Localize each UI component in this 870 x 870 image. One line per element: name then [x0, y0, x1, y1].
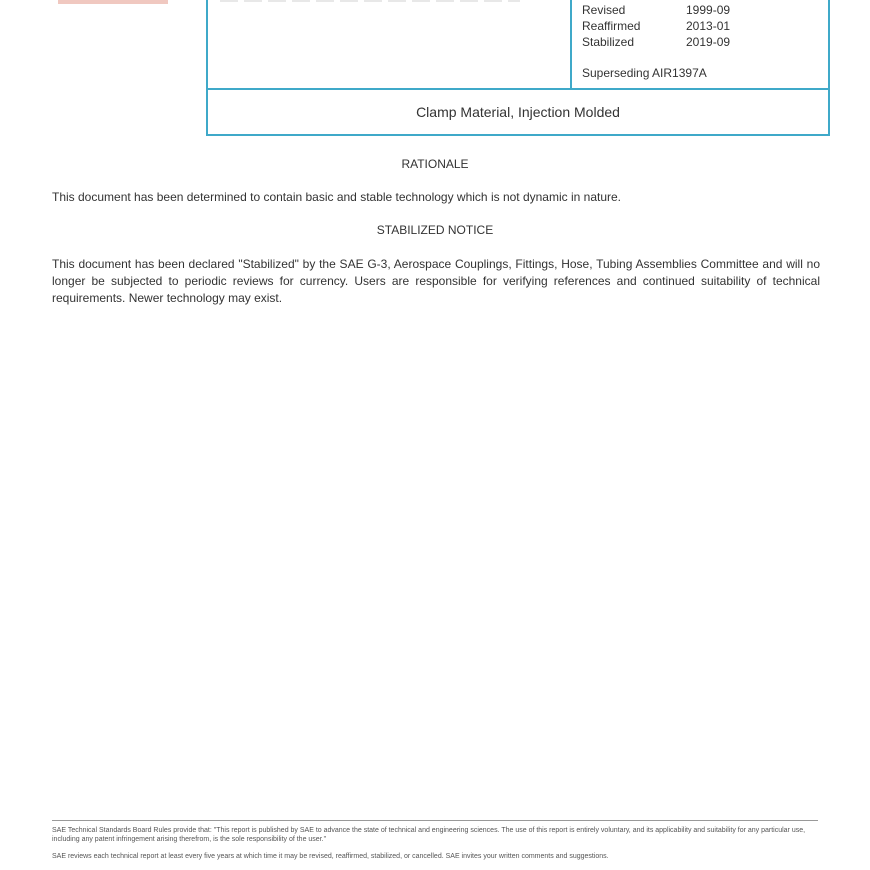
footer-rules-text: SAE Technical Standards Board Rules provide that: "This report is published by SAE to advance the state of technical and engineering sciences. The use of this report is entirely voluntary, and its applicability and suitability for any particular use, including any patent infringement arising therefrom, is the sole responsibility of the user.": [52, 827, 806, 843]
stabilized-notice-heading: STABILIZED NOTICE: [376, 223, 494, 237]
history-row-reaffirmed: [582, 18, 832, 34]
history-date: 2019-09: [686, 35, 731, 49]
history-label: Reaffirmed: [582, 19, 641, 33]
stabilized-notice-text: This document has been declared "Stabilized" by the SAE G-3, Aerospace Couplings, Fittings, Hose, Tubing Assemblies Committee and will no longer be subjected to periodic reviews for currency. Users are responsible for verifying references and continued suitability of technical requirements. Newer technology may exist.: [52, 257, 820, 305]
footer-divider: [52, 820, 818, 821]
history-date: 2013-01: [686, 19, 731, 33]
rationale-heading: RATIONALE: [401, 157, 469, 171]
history-label: Stabilized: [582, 35, 635, 49]
footer-review-text: SAE reviews each technical report at least every five years at which time it may be revised, reaffirmed, stabilized, or cancelled. SAE invites your written comments and suggestions.: [52, 853, 609, 860]
header-title-area: [208, 0, 572, 88]
revision-history: [582, 2, 832, 50]
superseding-note: Superseding AIR1397A: [582, 66, 707, 80]
header-top-section: [208, 0, 828, 90]
history-date: 1999-09: [686, 3, 731, 17]
history-row-stabilized: [582, 34, 832, 50]
history-row-revised: [582, 2, 832, 18]
document-header-box: [206, 0, 830, 136]
logo-fragment: [58, 0, 168, 4]
rationale-text: This document has been determined to contain basic and stable technology which is not dynamic in nature.: [52, 190, 622, 204]
document-title: Clamp Material, Injection Molded: [416, 104, 620, 120]
history-label: Revised: [582, 3, 626, 17]
cropped-title-text: [220, 0, 520, 2]
